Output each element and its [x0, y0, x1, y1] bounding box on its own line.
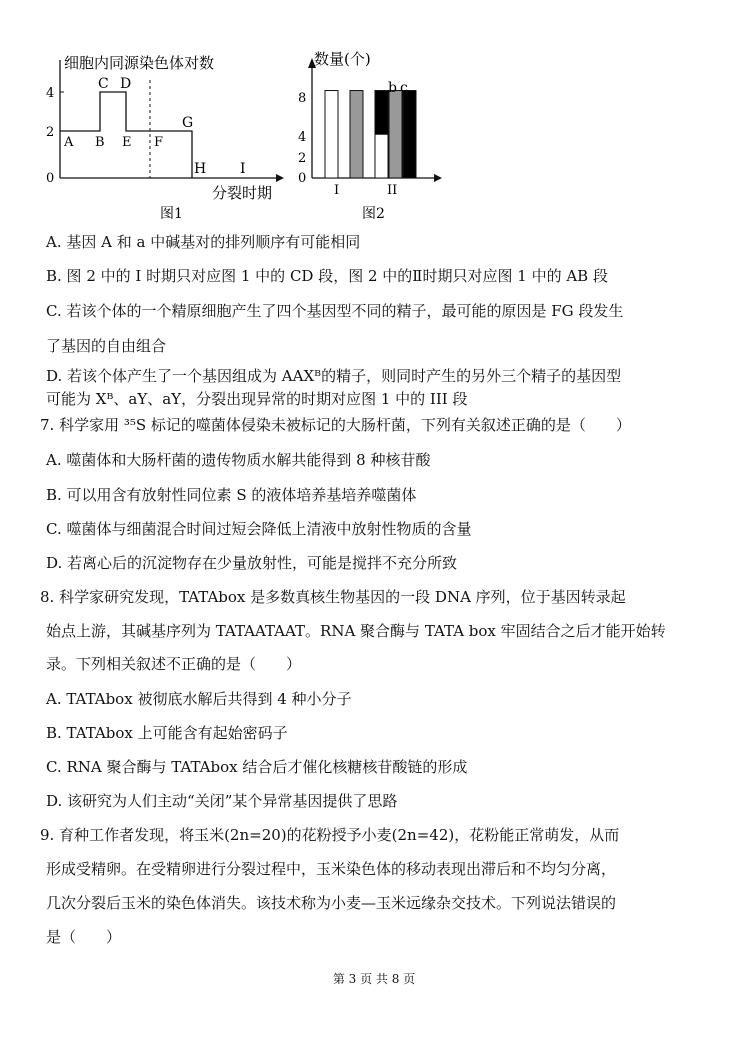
fig1-x-arrow: [276, 174, 284, 182]
question-9-line4: 是（ ）: [46, 928, 122, 946]
page-footer: 第 3 页 共 8 页: [332, 972, 416, 986]
fig2-bar-ii-a: [375, 134, 388, 178]
option-8b: B. TATAbox 上可能含有起始密码子: [46, 724, 288, 742]
option-6c-line2: 了基因的自由组合: [46, 337, 167, 355]
option-8a: A. TATAbox 被彻底水解后共得到 4 种小分子: [46, 690, 352, 708]
question-8-line3: 录。下列相关叙述不正确的是（ ）: [46, 655, 302, 673]
option-7d: D. 若离心后的沉淀物存在少量放射性，可能是搅拌不充分所致: [46, 554, 458, 572]
option-7c: C. 噬菌体与细菌混合时间过短会降低上清液中放射性物质的含量: [46, 520, 472, 538]
fig2-bar-label-a: a: [374, 122, 383, 138]
fig1-xlabel: 分裂时期: [212, 184, 273, 202]
fig1-seg-e: E: [122, 135, 132, 150]
fig2-ytick-8: 8: [298, 91, 307, 106]
fig1-ytick-2: 2: [46, 125, 55, 140]
fig1-seg-a: A: [64, 135, 74, 150]
fig1-seg-h: H: [194, 161, 207, 177]
option-7a: A. 噬菌体和大肠杆菌的遗传物质水解共能得到 8 种核苷酸: [46, 451, 431, 469]
fig2-bar-label-b: b: [388, 80, 397, 96]
fig2-bar-label-c: c: [400, 80, 408, 96]
fig1-seg-f: F: [154, 135, 164, 150]
question-8-line2: 始点上游，其碱基序列为 TATAATAAT。RNA 聚合酶与 TATA box 牢固结合之后才能开始转: [46, 622, 666, 640]
fig1-ylabel: 细胞内同源染色体对数: [64, 54, 215, 72]
question-9-line3: 几次分裂后玉米的染色体消失。该技术称为小麦—玉米远缘杂交技术。下列说法错误的: [46, 894, 617, 912]
question-7: 7. 科学家用 ³⁵S 标记的噬菌体侵染未被标记的大肠杆菌，下列有关叙述正确的是（ ）: [40, 416, 631, 434]
option-8c: C. RNA 聚合酶与 TATAbox 结合后才催化核糖核苷酸链的形成: [46, 758, 468, 776]
option-7b: B. 可以用含有放射性同位素 S 的液体培养基培养噬菌体: [46, 486, 417, 504]
fig2-bar-ii-b: [389, 91, 402, 178]
fig2-bar-ii-c: [403, 91, 416, 178]
fig1-seg-i: I: [240, 161, 246, 177]
fig2-ytick-2: 2: [298, 151, 307, 166]
question-9-line2: 形成受精卵。在受精卵进行分裂过程中，玉米染色体的移动表现出滞后和不均匀分离，: [46, 860, 617, 878]
fig1-caption: 图1: [160, 206, 183, 222]
fig1-ytick-4: 4: [46, 86, 55, 101]
question-8-line1: 8. 科学家研究发现，TATAbox 是多数真核生物基因的一段 DNA 序列，位于基因转录起: [40, 588, 626, 606]
option-6a: A. 基因 A 和 a 中碱基对的排列顺序有可能相同: [46, 233, 361, 251]
figure-2: [298, 50, 442, 222]
fig1-seg-b: B: [95, 135, 105, 150]
fig2-ytick-4: 4: [298, 130, 307, 145]
figures-area: [40, 40, 460, 230]
option-6b: B. 图 2 中的 I 时期只对应图 1 中的 CD 段，图 2 中的Ⅱ时期只对应图 1 中的 AB 段: [46, 267, 608, 285]
option-6d-line2: 可能为 Xᴮ、aY、aY，分裂出现异常的时期对应图 1 中的 III 段: [46, 390, 468, 408]
option-6c-line1: C. 若该个体的一个精原细胞产生了四个基因型不同的精子，最可能的原因是 FG 段发生: [46, 302, 624, 320]
fig1-seg-g: G: [182, 115, 194, 131]
fig2-caption: 图2: [362, 206, 385, 222]
option-8d: D. 该研究为人们主动“关闭”某个异常基因提供了思路: [46, 792, 398, 810]
fig1-seg-c: C: [98, 76, 109, 92]
fig2-x-arrow: [434, 174, 442, 182]
fig2-ytick-0: 0: [298, 171, 307, 186]
question-9-line1: 9. 育种工作者发现，将玉米(2n=20)的花粉授予小麦(2n=42)，花粉能正常萌发，从而: [40, 826, 620, 844]
fig2-ylabel: 数量(个): [314, 50, 371, 68]
fig1-seg-d: D: [120, 76, 132, 92]
fig1-ytick-0: 0: [46, 171, 55, 186]
fig2-bar-i-a: [325, 91, 338, 178]
fig2-category-i: I: [334, 183, 340, 198]
fig2-bar-i-b: [350, 91, 363, 178]
fig2-bars: [325, 91, 416, 178]
option-6d-line1: D. 若该个体产生了一个基因组成为 AAXᴮ的精子，则同时产生的另外三个精子的基因型: [46, 367, 622, 385]
fig2-category-ii: II: [387, 183, 398, 198]
figure-1: [46, 54, 284, 222]
